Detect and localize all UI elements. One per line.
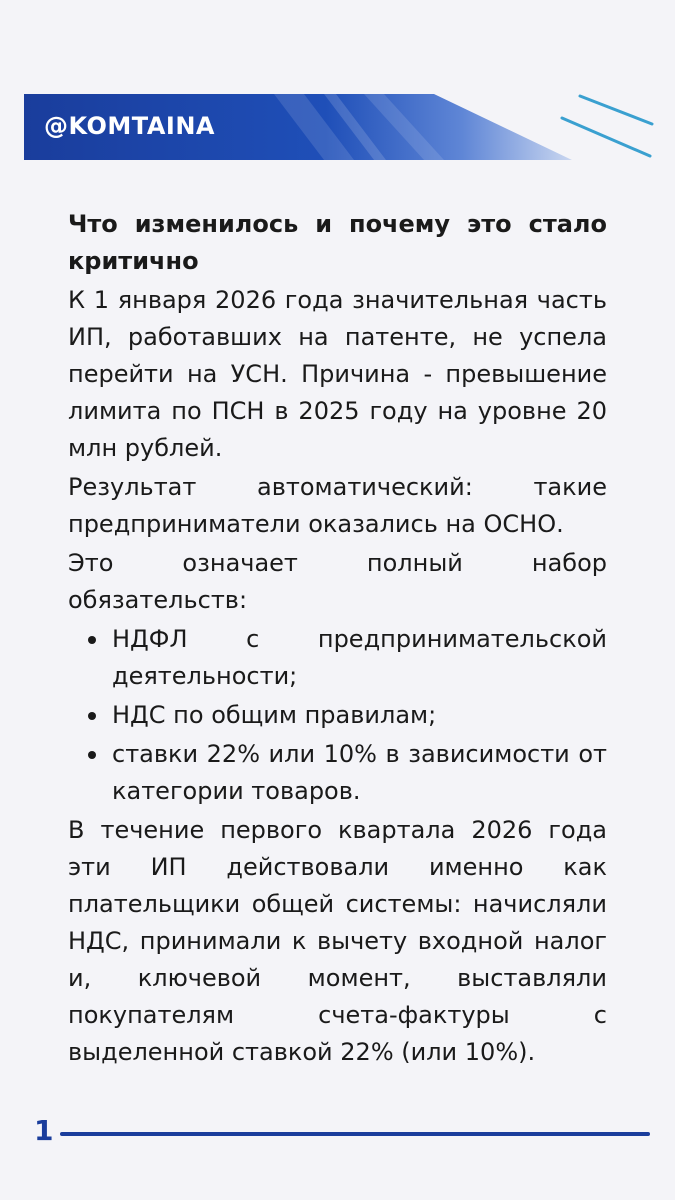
list-item-text: НДФЛ с предпринимательской деятельности;: [112, 625, 607, 690]
page-number: 1: [34, 1114, 54, 1147]
paragraph-osno-result: Результат автоматический: такие предприниматели оказались на ОСНО.: [68, 473, 607, 538]
article-body: [68, 206, 607, 1073]
bullet-dot-icon: [88, 636, 96, 644]
brand-handle: @KOMTAINA: [44, 112, 215, 140]
paragraph-obligations-intro: Это означает полный набор обязательств:: [68, 549, 607, 614]
list-item-text: НДС по общим правилам;: [112, 701, 437, 729]
bullet-dot-icon: [88, 712, 96, 720]
list-item: [112, 697, 607, 734]
article-heading: Что изменилось и почему это стало критично: [68, 210, 607, 275]
bullet-dot-icon: [88, 751, 96, 759]
list-item: [112, 736, 607, 810]
list-item: [112, 621, 607, 695]
paragraph-first-quarter: В течение первого квартала 2026 года эти ИП действовали именно как плательщики общей системы: начисляли НДС, принимали к вычету входной налог и, ключевой момент, выставляли покупателям счета-фактуры с выделенной ставкой 22% (или 10%).: [68, 816, 607, 1066]
decorative-lines-icon: [560, 90, 660, 170]
obligations-list: [68, 621, 607, 810]
paragraph-patent-transition: К 1 января 2026 года значительная часть ИП, работавших на патенте, не успела перейти на УСН. Причина - превышение лимита по ПСН в 2025 году на уровне 20 млн рублей.: [68, 286, 607, 462]
footer-divider: [60, 1132, 650, 1136]
list-item-text: ставки 22% или 10% в зависимости от категории товаров.: [112, 740, 607, 805]
